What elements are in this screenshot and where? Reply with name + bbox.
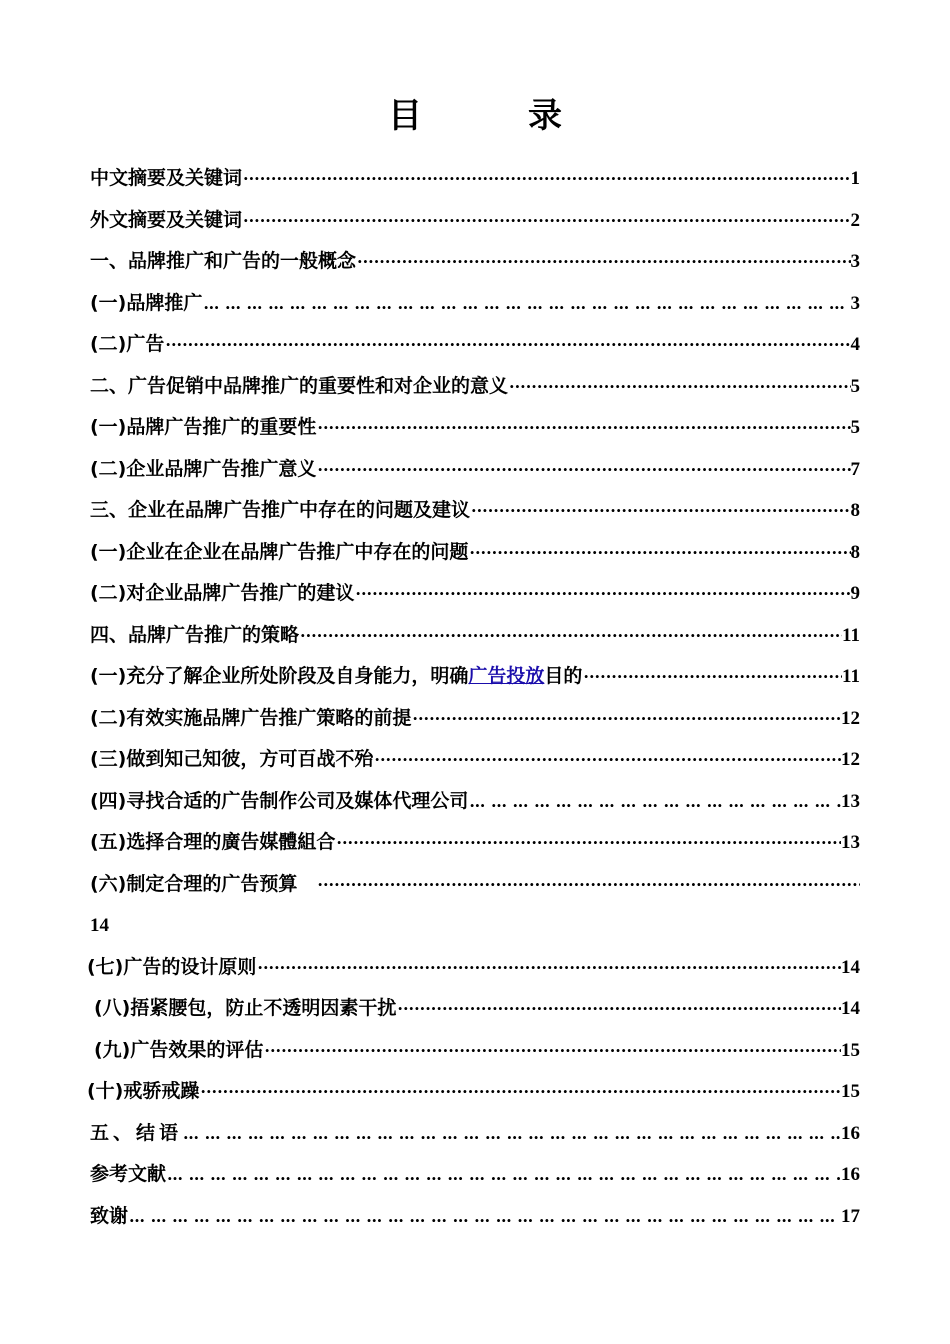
toc-entry-page: 12	[841, 707, 860, 729]
toc-entry-label: 外文摘要及关键词	[90, 208, 243, 231]
toc-leader-dots	[396, 988, 841, 1030]
toc-entry-label: (二)企业品牌广告推广意义	[90, 457, 317, 480]
toc-entry[interactable]	[90, 1113, 860, 1155]
toc-entry-page: 11	[842, 624, 860, 646]
toc-leader-dots	[316, 407, 850, 449]
toc-entry[interactable]	[90, 698, 860, 740]
toc-entry[interactable]	[90, 366, 860, 408]
toc-entry-label: 中文摘要及关键词	[90, 167, 243, 189]
toc-entry-page: 7	[850, 458, 860, 480]
toc-leader-dots	[470, 490, 850, 532]
toc-entry-label: 三、企业在品牌广告推广中存在的问题及建议	[90, 499, 471, 521]
toc-entry-label: (二)对企业品牌广告推广的建议	[90, 582, 355, 604]
toc-entry-page-wrapped: 14	[90, 915, 109, 936]
toc-entry-label: 四、品牌广告推广的策略	[90, 623, 300, 646]
toc-leader-dots	[242, 200, 850, 242]
toc-leader-dots	[263, 1030, 841, 1072]
toc-entry[interactable]	[90, 324, 860, 366]
toc-entry-page: 16	[841, 1164, 860, 1185]
toc-entry-page: 1	[850, 168, 860, 189]
toc-leader-dots	[164, 324, 850, 366]
toc-leader-dots	[297, 864, 860, 906]
toc-entry[interactable]	[90, 1154, 860, 1196]
toc-leader-dots	[373, 739, 841, 781]
toc-entry-label: 五、结语	[90, 1121, 183, 1144]
toc-entry-page: 16	[841, 1122, 860, 1144]
toc-entry[interactable]	[90, 573, 860, 615]
toc-entry-label: 致谢	[90, 1204, 129, 1227]
toc-leader-dots	[199, 1071, 841, 1113]
toc-entry-page: 13	[841, 832, 860, 853]
toc-entry-hyperlink[interactable]: 广告投放	[468, 665, 545, 687]
toc-entry-page: 4	[850, 334, 860, 355]
toc-entry[interactable]	[90, 822, 860, 864]
toc-entry-page: 11	[842, 666, 860, 687]
toc-leader-dots	[166, 1154, 841, 1196]
toc-entry-label: (四)寻找合适的广告制作公司及媒体代理公司	[90, 789, 469, 812]
toc-leader-dots	[299, 615, 842, 657]
toc-entry[interactable]	[90, 864, 860, 906]
toc-entry-page: 8	[850, 500, 860, 521]
toc-entry-page: 14	[841, 998, 860, 1019]
toc-entry-page: 15	[841, 1039, 860, 1061]
toc-leader-dots	[128, 1196, 841, 1238]
toc-entry[interactable]	[94, 988, 860, 1030]
toc-entry[interactable]	[90, 739, 860, 781]
toc-entry[interactable]	[90, 532, 860, 574]
toc-entry-label: (一)企业在企业在品牌广告推广中存在的问题	[90, 540, 469, 563]
toc-entry[interactable]	[90, 781, 860, 823]
toc-entry[interactable]	[90, 490, 860, 532]
toc-leader-dots	[508, 366, 850, 408]
toc-entry-label: (十)戒骄戒躁	[87, 1080, 200, 1102]
toc-entry-label: 二、广告促销中品牌推广的重要性和对企业的意义	[90, 374, 509, 397]
toc-leader-dots	[202, 283, 850, 325]
toc-entry-label: (八)捂紧腰包，防止不透明因素干扰	[94, 997, 397, 1019]
toc-entry-page: 13	[841, 790, 860, 812]
toc-entry[interactable]	[90, 158, 860, 200]
toc-entry[interactable]	[87, 947, 860, 989]
toc-entry-page: 12	[841, 749, 860, 770]
toc-entry-page: 5	[850, 375, 860, 397]
toc-entry-label: (六)制定合理的广告预算	[90, 872, 298, 895]
toc-entry[interactable]	[94, 1030, 860, 1072]
toc-entry-label: (二)广告	[90, 333, 165, 355]
toc-entry-label: (九)广告效果的评估	[94, 1038, 264, 1061]
toc-leader-dots	[242, 158, 850, 200]
toc-entry-label: 参考文献	[90, 1163, 167, 1185]
toc-leader-dots	[582, 656, 842, 698]
toc-entry-label-pre: (一)充分了解企业所处阶段及自身能力，明确	[90, 665, 469, 687]
toc-leader-dots	[356, 241, 850, 283]
toc-entry-page: 3	[850, 292, 860, 314]
toc-entry[interactable]	[90, 283, 860, 325]
toc-entry-label: (一)品牌广告推广的重要性	[90, 416, 317, 438]
table-of-contents	[87, 158, 860, 1237]
toc-entry-label-post: 目的	[544, 665, 583, 687]
toc-leader-dots	[354, 573, 850, 615]
toc-entry-label: (三)做到知己知彼，方可百战不殆	[90, 748, 374, 770]
toc-entry[interactable]	[90, 407, 860, 449]
toc-entry[interactable]	[87, 1071, 860, 1113]
toc-entry-page: 2	[850, 209, 860, 231]
toc-entry-page: 9	[850, 583, 860, 604]
toc-entry[interactable]	[90, 656, 860, 698]
toc-entry-label: 一、品牌推广和广告的一般概念	[90, 250, 357, 272]
toc-entry-label: (一)品牌推广	[90, 291, 203, 314]
toc-entry[interactable]	[90, 449, 860, 491]
toc-entry-page: 14	[841, 956, 860, 978]
toc-leader-dots	[182, 1113, 841, 1155]
page-title: 目 录	[388, 96, 598, 136]
toc-entry[interactable]	[90, 200, 860, 242]
toc-leader-dots	[411, 698, 841, 740]
toc-entry-label: (七)广告的设计原则	[87, 955, 257, 978]
toc-entry-label: (二)有效实施品牌广告推广策略的前提	[90, 706, 412, 729]
toc-entry-page: 15	[841, 1081, 860, 1102]
toc-entry[interactable]	[90, 615, 860, 657]
toc-leader-dots	[335, 822, 841, 864]
toc-entry-label: (五)选择合理的廣告媒體組合	[90, 831, 336, 853]
toc-entry-page: 3	[850, 251, 860, 272]
toc-leader-dots	[468, 532, 850, 574]
toc-entry-page: 8	[850, 541, 860, 563]
toc-entry[interactable]	[90, 1196, 860, 1238]
toc-entry-label	[90, 656, 582, 698]
toc-leader-dots	[468, 781, 841, 823]
toc-entry-page: 5	[850, 417, 860, 438]
toc-entry[interactable]	[90, 241, 860, 283]
toc-leader-dots	[256, 947, 841, 989]
toc-entry-page: 17	[841, 1205, 860, 1227]
toc-leader-dots	[316, 449, 850, 491]
